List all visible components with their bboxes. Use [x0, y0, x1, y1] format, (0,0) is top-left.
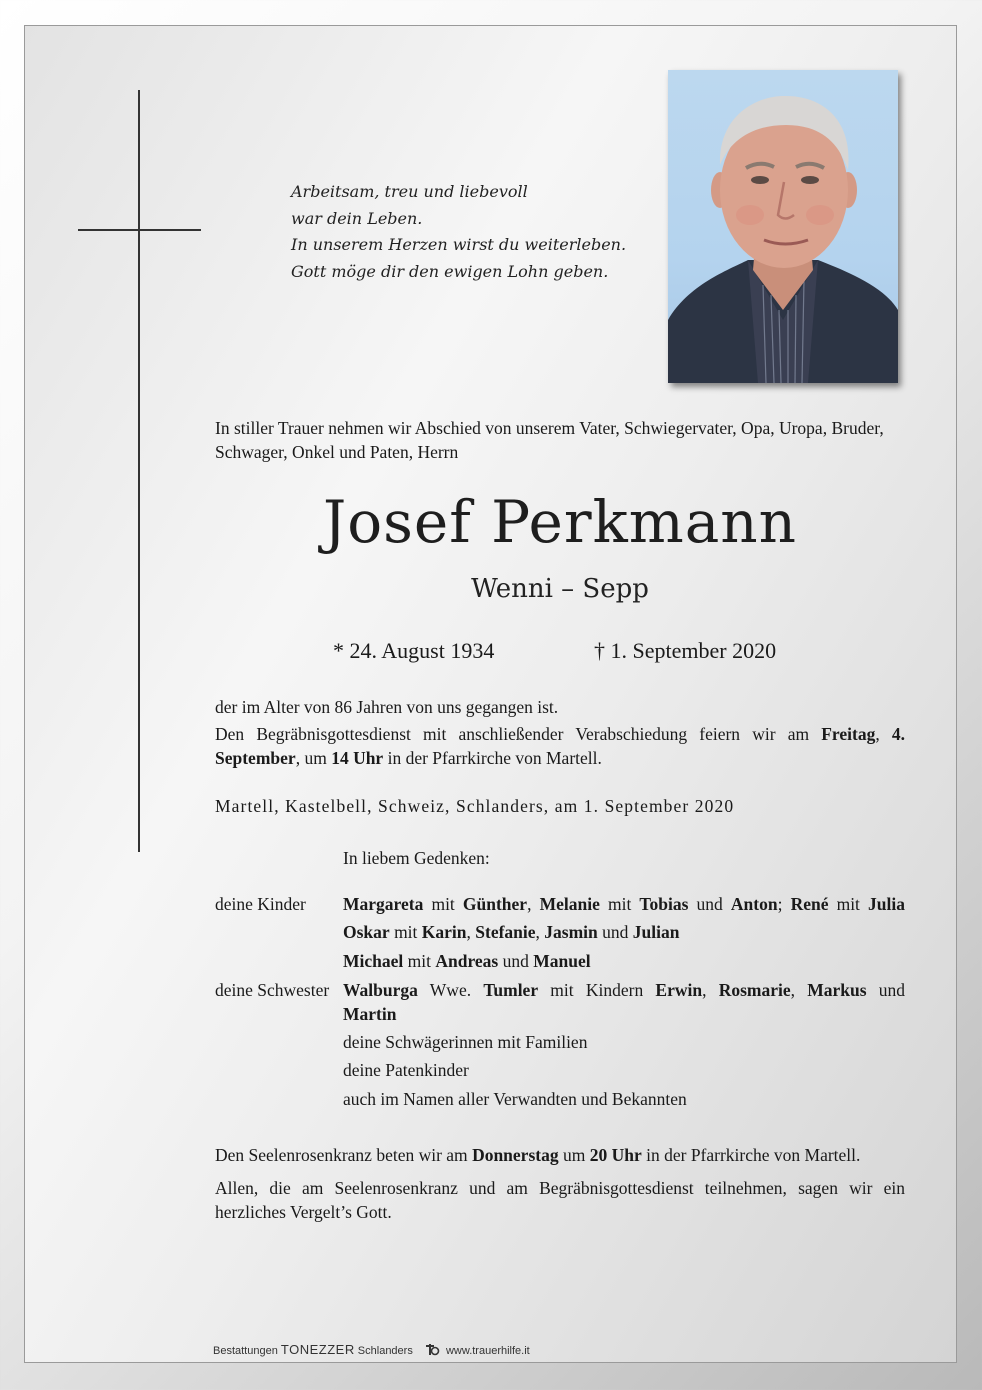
relative-name: Andreas: [435, 951, 499, 971]
rosary-announcement: [215, 1143, 860, 1167]
funeral-text: , um: [295, 748, 332, 768]
children-label: deine Kinder: [215, 894, 306, 914]
relative-name: Erwin: [655, 980, 703, 1000]
relative-name: Tobias: [639, 894, 689, 914]
relative-name: Manuel: [533, 951, 591, 971]
sister-label: deine Schwester: [215, 980, 330, 1000]
relative-name: Günther: [462, 894, 528, 914]
relative-connector: und: [498, 951, 534, 971]
funeral-text: ,: [875, 724, 892, 744]
rosary-day: Donnerstag: [472, 1145, 559, 1165]
children-line-3: [343, 949, 905, 973]
relative-name: Julia: [868, 894, 905, 914]
memory-heading: In liebem Gedenken:: [343, 848, 490, 868]
footer-town: Schlanders: [357, 1345, 413, 1357]
relative-connector: ,: [527, 894, 540, 914]
cross-horizontal-bar: [78, 229, 201, 231]
children-line-1: [343, 892, 905, 916]
portrait-illustration: [668, 70, 898, 383]
relative-connector: ,: [790, 980, 808, 1000]
relative-name: Jasmin: [544, 922, 598, 942]
deceased-name: Josef Perkmann: [322, 488, 798, 556]
footer-website-link[interactable]: www.trauerhilfe.it: [445, 1345, 530, 1357]
relative-connector: mit: [599, 894, 640, 914]
rosary-text: Den Seelenrosenkranz beten wir am: [215, 1145, 473, 1165]
footer-prefix: Bestattungen: [213, 1345, 278, 1357]
relative-connector: ,: [702, 980, 719, 1000]
place-and-date: Martell, Kastelbell, Schweiz, Schlanders, am 1. September 2020: [215, 796, 735, 816]
sister-line-1: [343, 978, 905, 1002]
relative-connector: ,: [535, 922, 545, 942]
memorial-verse: [291, 179, 651, 285]
age-text: der im Alter von 86 Jahren von uns gegangen ist.: [215, 697, 559, 717]
thanks-text: Allen, die am Seelenrosenkranz und am Begräbnisgottesdienst teilnehmen, sagen wir ein herzliches Vergelt’s Gott.: [215, 1178, 905, 1222]
others-line: auch im Namen aller Verwandten und Bekannten: [343, 1089, 687, 1109]
relative-connector: mit Kindern: [538, 980, 656, 1000]
relative-name: Karin: [421, 922, 467, 942]
relative-connector: mit: [423, 894, 463, 914]
relative-connector: Wwe.: [417, 980, 484, 1000]
rosary-time: 20 Uhr: [589, 1145, 642, 1165]
relative-connector: ;: [777, 894, 791, 914]
funeral-day: Freitag: [821, 724, 876, 744]
relative-connector: und: [688, 894, 731, 914]
funeral-announcement: [215, 722, 905, 770]
relative-connector: mit: [828, 894, 869, 914]
deceased-nickname: Wenni – Sepp: [471, 574, 649, 604]
relative-name: Melanie: [539, 894, 600, 914]
relative-name: Margareta: [343, 894, 424, 914]
rosary-text: um: [558, 1145, 590, 1165]
relative-name: Walburga: [343, 980, 418, 1000]
funeral-text: in der Pfarrkirche von Martell.: [383, 748, 602, 768]
verse-line: In unserem Herzen wirst du weiterleben.: [291, 235, 627, 254]
relative-name: Rosmarie: [718, 980, 791, 1000]
relative-name: Markus: [807, 980, 867, 1000]
death-date: † 1. September 2020: [594, 638, 777, 663]
funeral-time: 14 Uhr: [331, 748, 384, 768]
relative-connector: mit: [403, 951, 436, 971]
relative-name: René: [790, 894, 829, 914]
trauerhilfe-logo-icon: [424, 1343, 440, 1359]
footer: [213, 1342, 530, 1359]
verse-line: Arbeitsam, treu und liebevoll: [291, 182, 528, 201]
funeral-text: Den Begräbnisgottesdienst mit anschließender Verabschiedung feiern wir am: [215, 724, 822, 744]
relative-connector: mit: [389, 922, 422, 942]
intro-text: In stiller Trauer nehmen wir Abschied von unserem Vater, Schwiegervater, Opa, Uropa, Bruder, Schwager, Onkel und Paten, Herrn: [215, 418, 884, 462]
funeral-date: 4. September: [215, 724, 906, 768]
portrait-photo: [668, 70, 898, 383]
sister-line-2: [343, 1002, 905, 1026]
relative-name: Stefanie: [475, 922, 536, 942]
children-line-2: [343, 920, 905, 944]
others-line: deine Patenkinder: [343, 1060, 469, 1080]
footer-brand: TONEZZER: [280, 1342, 355, 1357]
relative-name: Tumler: [483, 980, 539, 1000]
relative-name: Michael: [343, 951, 404, 971]
others-line: deine Schwägerinnen mit Familien: [343, 1032, 588, 1052]
cross-vertical-bar: [138, 90, 140, 852]
relative-name: Oskar: [343, 922, 390, 942]
relative-name: Julian: [632, 922, 680, 942]
rosary-text: in der Pfarrkirche von Martell.: [641, 1145, 861, 1165]
relative-connector: und: [866, 980, 906, 1000]
verse-line: war dein Leben.: [291, 208, 423, 228]
relative-name: Martin: [343, 1004, 397, 1024]
relative-connector: ,: [466, 922, 476, 942]
verse-line: Gott möge dir den ewigen Lohn geben.: [291, 261, 609, 281]
relative-connector: und: [597, 922, 633, 942]
relative-name: Anton: [730, 894, 778, 914]
birth-date: * 24. August 1934: [333, 638, 495, 663]
